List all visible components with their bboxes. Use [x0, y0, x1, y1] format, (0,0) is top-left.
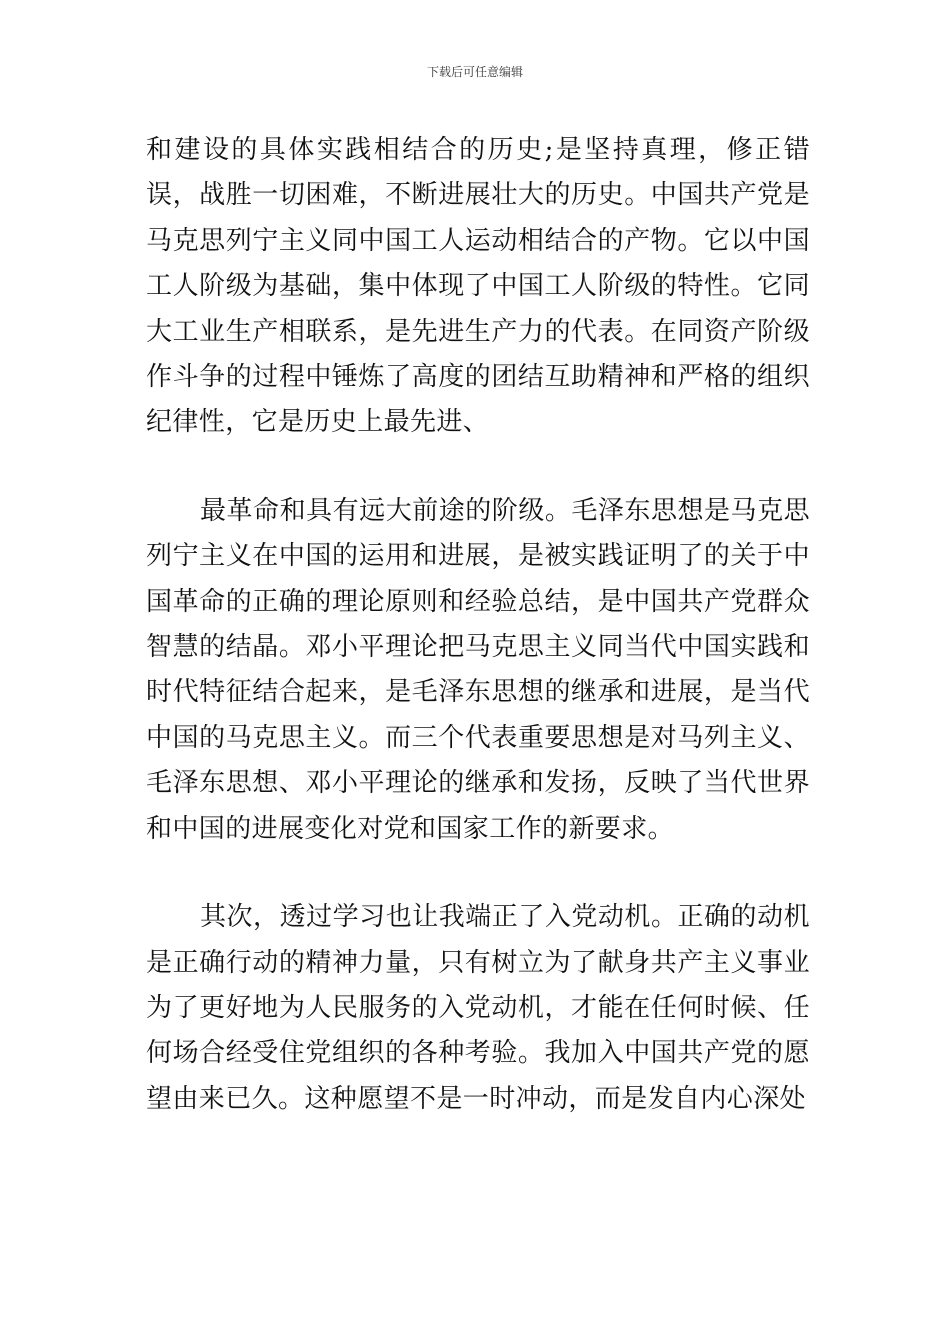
paragraph-1: 和建设的具体实践相结合的历史;是坚持真理，修正错误，战胜一切困难，不断进展壮大的历史。中国共产党是马克思列宁主义同中国工人运动相结合的产物。它以中国工人阶级为基础，集中体现了中国工人阶级的特性。它同大工业生产相联系，是先进生产力的代表。在同资产阶级作斗争的过程中锤炼了高度的团结互助精神和严格的组织纪律性，它是历史上最先进、 — [146, 135, 810, 438]
document-body — [146, 128, 810, 1122]
paragraph-2: 最革命和具有远大前途的阶级。毛泽东思想是马克思列宁主义在中国的运用和进展，是被实践证明了的关于中国革命的正确的理论原则和经验总结，是中国共产党群众智慧的结晶。邓小平理论把马克思主义同当代中国实践和时代特征结合起来，是毛泽东思想的继承和进展，是当代中国的马克思主义。而三个代表重要思想是对马列主义、毛泽东思想、邓小平理论的继承和发扬，反映了当代世界和中国的进展变化对党和国家工作的新要求。 — [146, 495, 810, 844]
paragraph-3: 其次，透过学习也让我端正了入党动机。正确的动机是正确行动的精神力量，只有树立为了献身共产主义事业为了更好地为人民服务的入党动机，才能在任何时候、任何场合经受住党组织的各种考验。我加入中国共产党的愿望由来已久。这种愿望不是一时冲动，而是发自内心深处 — [146, 902, 810, 1114]
page-header: 下载后可任意编辑 — [426, 65, 523, 79]
